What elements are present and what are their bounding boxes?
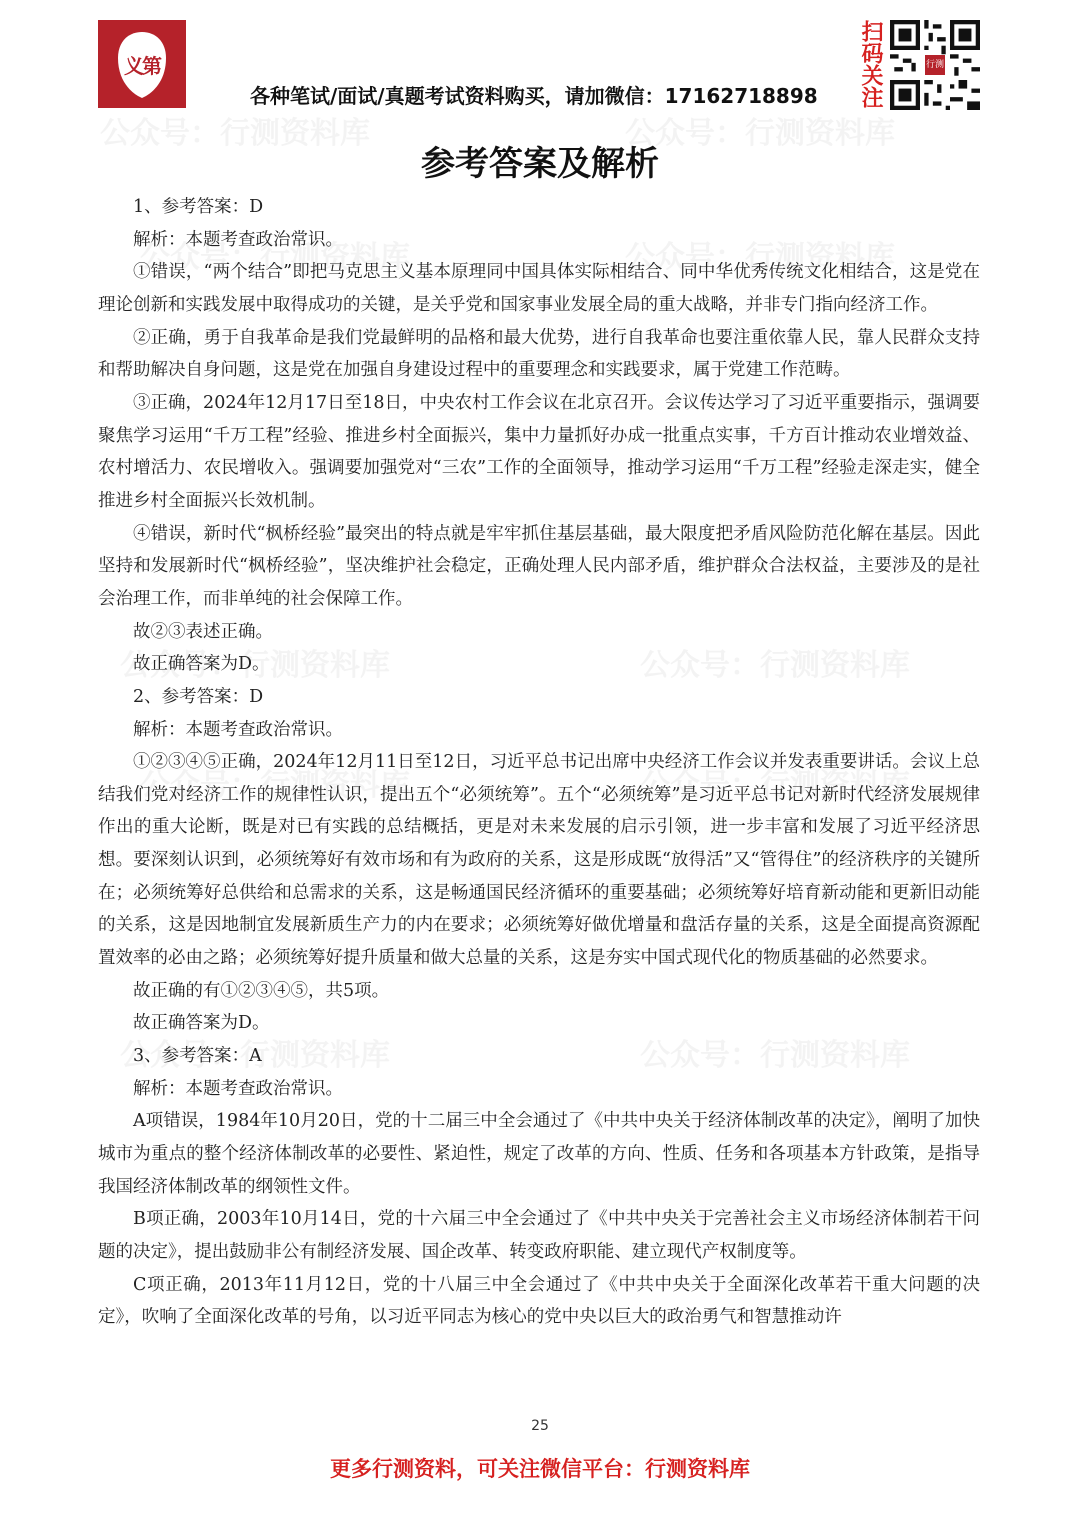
qr-badge: 行测: [925, 55, 945, 75]
paragraph: ④错误，新时代“枫桥经验”最突出的特点就是牢牢抓住基层基础，最大限度把矛盾风险防范化解在基层。因此坚持和发展新时代“枫桥经验”，坚决维护社会稳定，正确处理人民内部矛盾，维护群众合法权益，主要涉及的是社会治理工作，而非单纯的社会保障工作。: [98, 523, 980, 609]
paragraph: 故正确的有①②③④⑤，共5项。: [133, 980, 390, 1001]
paragraph: ①错误，“两个结合”即把马克思主义基本原理同中国具体实际相结合、同中华优秀传统文化相结合，这是党在理论创新和实践发展中取得成功的关键，是关乎党和国家事业发展全局的重大战略，并非专门指向经济工作。: [98, 262, 980, 315]
paragraph: 故正确答案为D。: [133, 1013, 270, 1034]
scan-follow-label: 扫码关注: [858, 20, 883, 108]
logo-text: 义第: [124, 53, 160, 78]
header-contact-text: 各种笔试/面试/真题考试资料购买，请加微信：17162718898: [250, 84, 818, 108]
page-title: 参考答案及解析: [421, 144, 659, 184]
footer-promo: 更多行测资料，可关注微信平台：行测资料库: [330, 1457, 750, 1481]
paragraph: A项错误，1984年10月20日，党的十二届三中全会通过了《中共中央关于经济体制改革的决定》，阐明了加快城市为重点的整个经济体制改革的必要性、紧迫性，规定了改革的方向、性质、任务和各项基本方针政策，是指导我国经济体制改革的纲领性文件。: [98, 1111, 980, 1197]
paragraph: 2、参考答案：D: [133, 686, 264, 707]
paragraph: 故②③表述正确。: [133, 621, 273, 642]
paragraph: C项正确，2013年11月12日，党的十八届三中全会通过了《中共中央关于全面深化改革若干重大问题的决定》，吹响了全面深化改革的号角，以习近平同志为核心的党中央以巨大的政治勇气和智慧推动许: [98, 1274, 980, 1328]
paragraph: ③正确，2024年12月17日至18日，中央农村工作会议在北京召开。会议传达学习了习近平重要指示，强调要聚焦学习运用“千万工程”经验、推进乡村全面振兴，集中力量抓好办成一批重点实事，千方百计推动农业增效益、农村增活力、农民增收入。强调要加强党对“三农”工作的全面领导，推动学习运用“千万工程”经验走深走实，健全推进乡村全面振兴长效机制。: [98, 392, 980, 511]
paragraph: ②正确，勇于自我革命是我们党最鲜明的品格和最大优势，进行自我革命也要注重依靠人民，靠人民群众支持和帮助解决自身问题，这是党在加强自身建设过程中的重要理念和实践要求，属于党建工作范畴。: [98, 327, 980, 381]
paragraph: 解析：本题考查政治常识。: [133, 1078, 343, 1099]
paragraph: 解析：本题考查政治常识。: [133, 229, 343, 250]
logo: [98, 20, 186, 108]
paragraph: 3、参考答案：A: [133, 1046, 262, 1067]
paragraph: B项正确，2003年10月14日，党的十六届三中全会通过了《中共中央关于完善社会主义市场经济体制若干问题的决定》，提出鼓励非公有制经济发展、国企改革、转变政府职能、建立现代产权制度等。: [98, 1209, 980, 1262]
answer-content: [98, 191, 980, 1334]
paragraph: 故正确答案为D。: [133, 654, 270, 675]
paragraph: 1、参考答案：D: [133, 197, 264, 217]
paragraph: ①②③④⑤正确，2024年12月11日至12日，习近平总书记出席中央经济工作会议并发表重要讲话。会议上总结我们党对经济工作的规律性认识，提出五个“必须统筹”。五个“必须统筹”是习近平总书记对新时代经济发展规律作出的重大论断，既是对已有实践的总结概括，更是对未来发展的启示引领，进一步丰富和发展了习近平经济思想。要深刻认识到，必须统筹好有效市场和有为政府的关系，这是形成既“放得活”又“管得住”的经济秩序的关键所在；必须统筹好总供给和总需求的关系，这是畅通国民经济循环的重要基础；必须统筹好培育新动能和更新旧动能的关系，这是因地制宜发展新质生产力的内在要求；必须统筹好做优增量和盘活存量的关系，这是全面提高资源配置效率的必由之路；必须统筹好提升质量和做大总量的关系，这是夯实中国式现代化的物质基础的必然要求。: [98, 752, 980, 969]
page-number: 25: [531, 1418, 549, 1434]
paragraph: 解析：本题考查政治常识。: [133, 719, 343, 740]
